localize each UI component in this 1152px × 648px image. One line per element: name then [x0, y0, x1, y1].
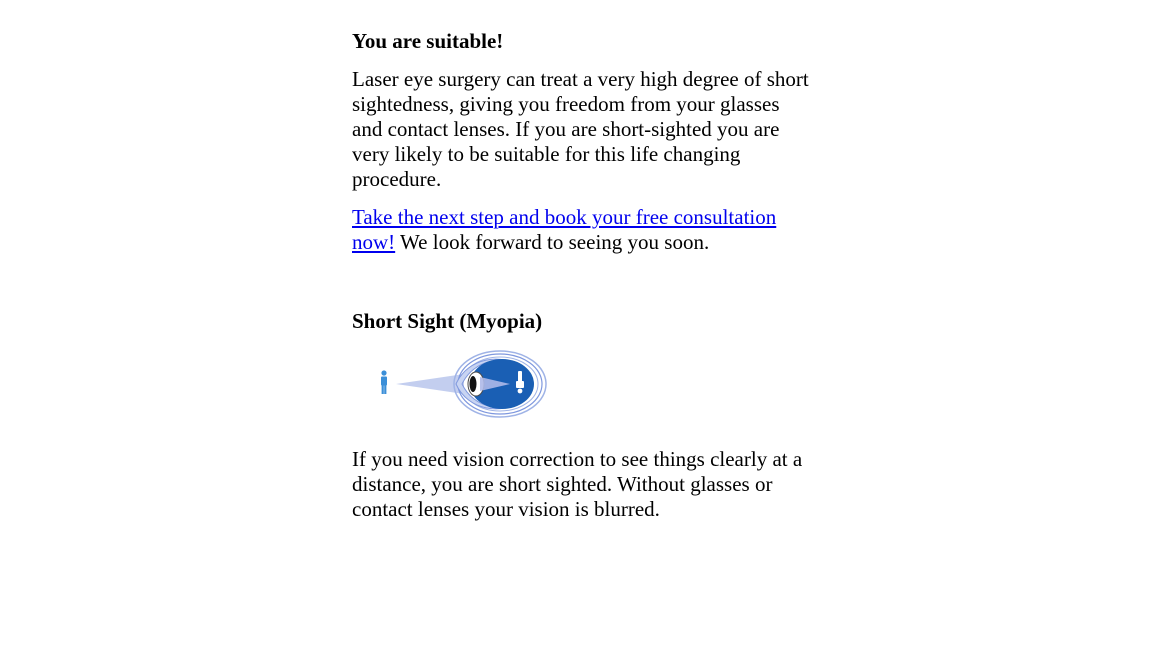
myopia-heading: Short Sight (Myopia)	[352, 309, 543, 333]
suitable-body: Laser eye surgery can treat a very high degree of short sightedness, giving you freedom from your glasses and contact lenses. If you are short-sighted you are very likely to be suitable for this life changing procedure.	[352, 67, 809, 191]
article-content	[352, 27, 812, 535]
cta-paragraph	[352, 205, 812, 255]
myopia-section	[352, 309, 812, 522]
cta-after-text: We look forward to seeing you soon.	[395, 230, 710, 254]
myopia-eye-diagram-icon	[352, 347, 552, 423]
myopia-body: If you need vision correction to see things clearly at a distance, you are short sighted. Without glasses or contact lenses your vision is blurred.	[352, 447, 803, 521]
suitable-heading: You are suitable!	[352, 29, 504, 53]
person-figure-icon	[381, 370, 387, 394]
book-consultation-link[interactable]: Take the next step and book your free consultation now!	[352, 205, 777, 254]
